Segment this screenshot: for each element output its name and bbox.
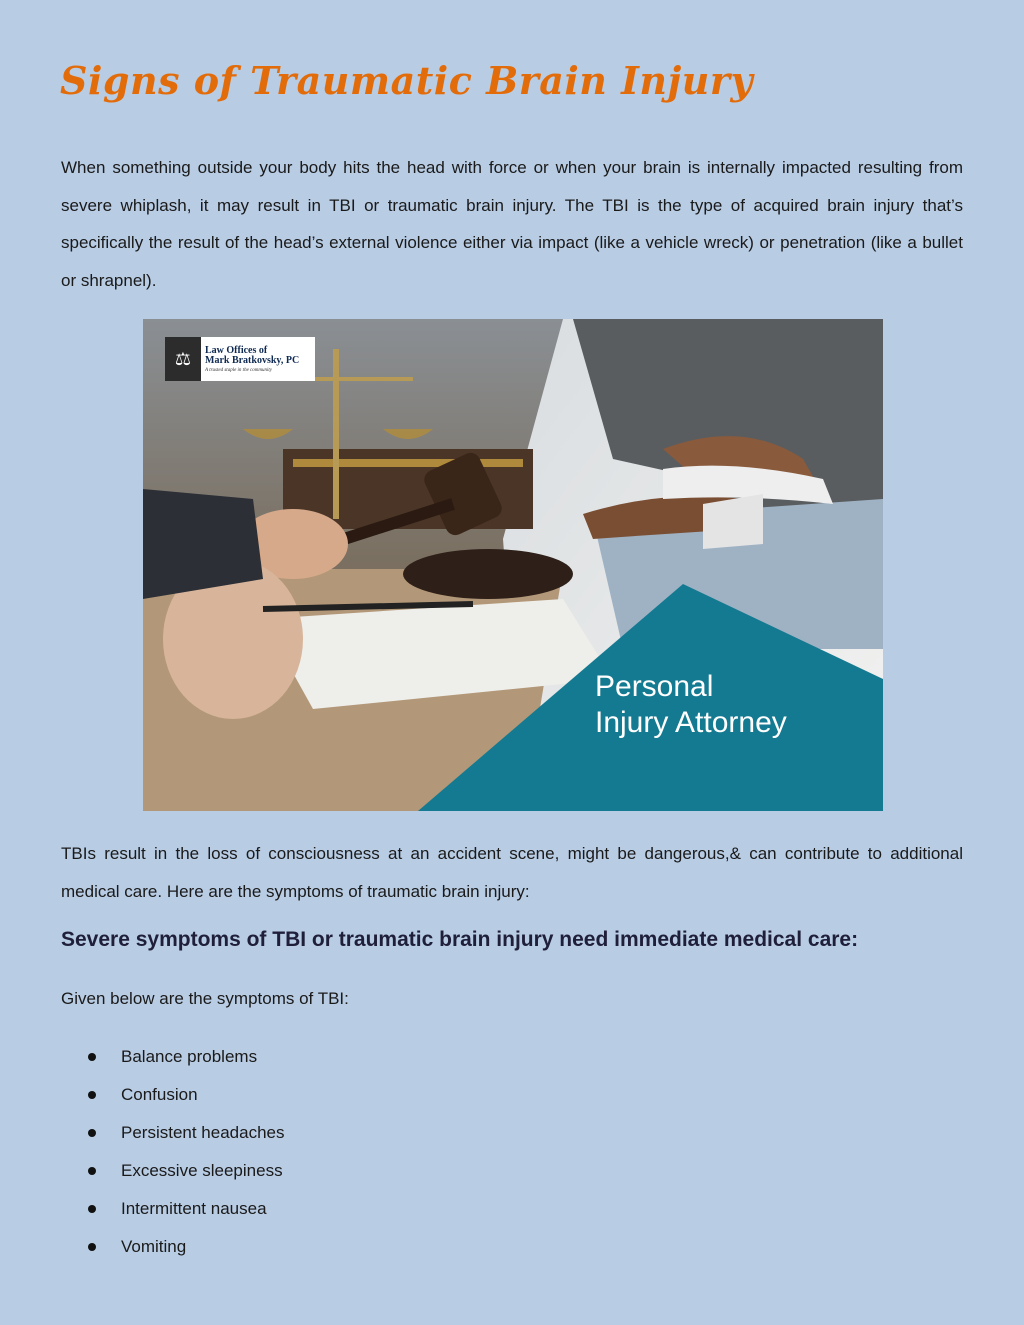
- attorney-photo: [143, 319, 883, 811]
- law-office-logo: [165, 337, 315, 381]
- list-item: [86, 1190, 285, 1228]
- list-item: [86, 1228, 285, 1266]
- symptoms-intro: Given below are the symptoms of TBI:: [61, 989, 349, 1008]
- symptom-label: Persistent headaches: [121, 1123, 285, 1142]
- symptom-label: Excessive sleepiness: [121, 1161, 283, 1180]
- symptom-label: Confusion: [121, 1085, 198, 1104]
- logo-line2: Mark Bratkovsky, PC: [205, 354, 300, 366]
- bullet-icon: [88, 1053, 96, 1061]
- symptom-label: Intermittent nausea: [121, 1199, 267, 1218]
- banner-caption: [595, 669, 787, 741]
- bullet-icon: [88, 1129, 96, 1137]
- bullet-icon: [88, 1091, 96, 1099]
- section-heading: Severe symptoms of TBI or traumatic brain injury need immediate medical care:: [61, 928, 859, 951]
- tbi-paragraph: TBIs result in the loss of consciousness at an accident scene, might be dangerous,& can contribute to additional medical care. Here are the symptoms of traumatic brain injury:: [61, 844, 963, 901]
- intro-paragraph: When something outside your body hits the head with force or when your brain is internally impacted resulting from severe whiplash, it may result in TBI or traumatic brain injury. The TBI is the type of acquired brain injury that’s specifically the result of the head’s external violence either via impact (like a vehicle wreck) or penetration (like a bullet or shrapnel).: [61, 158, 963, 290]
- banner-line2: Injury Attorney: [595, 706, 787, 739]
- logo-line1: Law Offices of: [205, 344, 268, 356]
- symptom-label: Vomiting: [121, 1237, 187, 1256]
- bullet-icon: [88, 1243, 96, 1251]
- symptom-list: [86, 1038, 285, 1266]
- bullet-icon: [88, 1167, 96, 1175]
- logo-tagline: A trusted staple in the community: [205, 367, 272, 373]
- banner-line1: Personal: [595, 670, 714, 703]
- list-item: [86, 1114, 285, 1152]
- symptom-label: Balance problems: [121, 1047, 258, 1066]
- list-item: [86, 1076, 285, 1114]
- page-title: Signs of Traumatic Brain Injury: [60, 58, 754, 103]
- scales-of-justice-icon: ⚖: [165, 337, 201, 381]
- list-item: [86, 1038, 285, 1076]
- bullet-icon: [88, 1205, 96, 1213]
- list-item: [86, 1152, 285, 1190]
